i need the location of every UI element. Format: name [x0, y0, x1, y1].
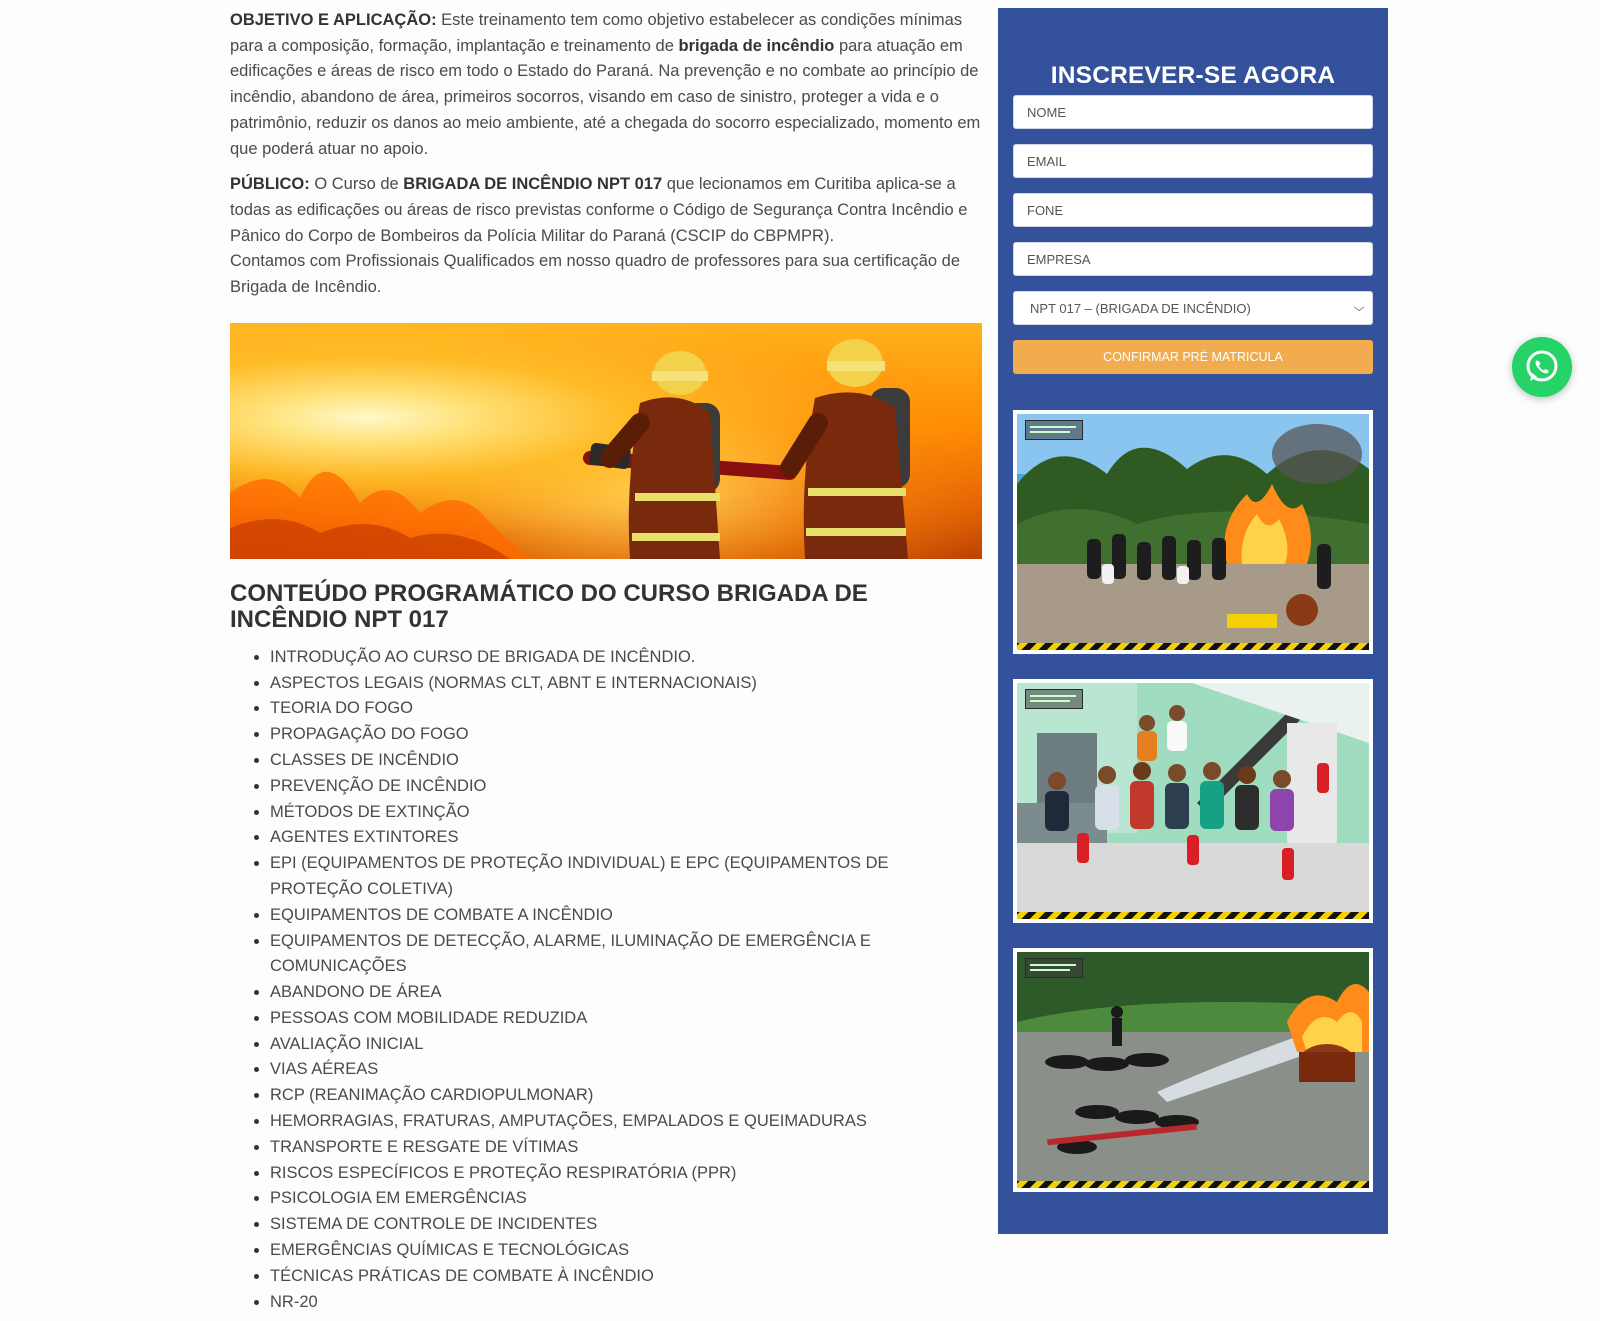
- list-item: • EMERGÊNCIAS QUÍMICAS E TECNOLÓGICAS: [270, 1238, 982, 1264]
- list-item: • EPI (EQUIPAMENTOS DE PROTEÇÃO INDIVIDUAL) E EPC (EQUIPAMENTOS DE PROTEÇÃO COLETIVA): [270, 851, 982, 903]
- form-title: INSCREVER-SE AGORA: [1050, 62, 1336, 89]
- publico-label: PÚBLICO:: [230, 175, 310, 194]
- whatsapp-button[interactable]: [1512, 337, 1572, 397]
- name-input[interactable]: [1013, 95, 1373, 129]
- list-item: • EQUIPAMENTOS DE COMBATE A INCÊNDIO: [270, 903, 982, 929]
- main-content: [230, 8, 982, 1315]
- list-item: • CLASSES DE INCÊNDIO: [270, 748, 982, 774]
- training-photo-practice: [1013, 948, 1373, 1192]
- topics-list: [230, 645, 982, 1316]
- training-photo-outdoor-illustration: [1017, 414, 1369, 650]
- training-photo-indoor: [1013, 679, 1373, 923]
- publico-bold: BRIGADA DE INCÊNDIO NPT 017: [403, 175, 663, 194]
- list-item: • ASPECTOS LEGAIS (NORMAS CLT, ABNT E INTERNACIONAIS): [270, 671, 982, 697]
- course-select[interactable]: [1013, 291, 1373, 325]
- training-photo-indoor-illustration: [1017, 683, 1369, 919]
- publico-paragraph: [230, 172, 982, 249]
- chevron-down-icon: ⌵: [1353, 301, 1365, 314]
- objetivo-bold: brigada de incêndio: [678, 36, 835, 55]
- list-item: • RISCOS ESPECÍFICOS E PROTEÇÃO RESPIRATÓRIA (PPR): [270, 1161, 982, 1187]
- company-logo-watermark: [1025, 420, 1083, 440]
- list-item: • INTRODUÇÃO AO CURSO DE BRIGADA DE INCÊNDIO.: [270, 645, 982, 671]
- training-photo-outdoor: [1013, 410, 1373, 654]
- firefighters-hero-image: [230, 323, 982, 559]
- objetivo-label: OBJETIVO E APLICAÇÃO:: [230, 11, 437, 29]
- contamos-paragraph: Contamos com Profissionais Qualificados em nosso quadro de professores para sua certificação de Brigada de Incêndio.: [230, 252, 961, 297]
- list-item: • HEMORRAGIAS, FRATURAS, AMPUTAÇÕES, EMPALADOS E QUEIMADURAS: [270, 1109, 982, 1135]
- section-title: CONTEÚDO PROGRAMÁTICO DO CURSO BRIGADA DE INCÊNDIO NPT 017: [230, 579, 868, 633]
- list-item: • TEORIA DO FOGO: [270, 696, 982, 722]
- signup-sidebar: [998, 8, 1388, 1234]
- company-logo-watermark: [1025, 689, 1083, 709]
- phone-input[interactable]: [1013, 193, 1373, 227]
- hazard-stripe: [1017, 912, 1369, 919]
- company-input[interactable]: [1013, 242, 1373, 276]
- whatsapp-icon: [1523, 348, 1561, 386]
- list-item: • SISTEMA DE CONTROLE DE INCIDENTES: [270, 1212, 982, 1238]
- course-select-value: NPT 017 – (BRIGADA DE INCÊNDIO): [1030, 300, 1251, 316]
- list-item: • VIAS AÉREAS: [270, 1057, 982, 1083]
- objetivo-text-2: para atuação em edificações e áreas de risco em todo o Estado do Paraná. Na prevenção e no combate ao princípio de incêndio, abandono de área, primeiros socorros, visando em caso de sinistro, proteger a vida e o patrimônio, reduzir os danos ao meio ambiente, até a chegada do socorro especializado, momento em que poderá atuar no apoio.: [230, 36, 981, 158]
- list-item: • RCP (REANIMAÇÃO CARDIOPULMONAR): [270, 1083, 982, 1109]
- list-item: • TÉCNICAS PRÁTICAS DE COMBATE À INCÊNDIO: [270, 1264, 982, 1290]
- objetivo-text-1: Este treinamento tem como objetivo estabelecer as condições mínimas para a composição, formação, implantação e treinamento de: [230, 11, 963, 55]
- hazard-stripe: [1017, 1181, 1369, 1188]
- confirm-enrollment-button[interactable]: CONFIRMAR PRÉ MATRICULA: [1013, 340, 1373, 374]
- list-item: • PROPAGAÇÃO DO FOGO: [270, 722, 982, 748]
- list-item: • PSICOLOGIA EM EMERGÊNCIAS: [270, 1186, 982, 1212]
- training-photo-practice-illustration: [1017, 952, 1369, 1188]
- publico-text-1: O Curso de: [309, 175, 404, 194]
- hazard-stripe: [1017, 643, 1369, 650]
- firefighters-illustration: [230, 323, 982, 559]
- list-item: • PESSOAS COM MOBILIDADE REDUZIDA: [270, 1006, 982, 1032]
- email-input[interactable]: [1013, 144, 1373, 178]
- list-item: • NR-20: [270, 1290, 982, 1316]
- list-item: • PREVENÇÃO DE INCÊNDIO: [270, 774, 982, 800]
- publico-text-2: que lecionamos em Curitiba aplica-se a todas as edificações ou áreas de risco previstas conforme o Código de Segurança Contra Incêndio e Pânico do Corpo de Bombeiros da Polícia Militar do Paraná (CSCIP do CBPMPR).: [230, 175, 968, 245]
- company-logo-watermark: [1025, 958, 1083, 978]
- list-item: • EQUIPAMENTOS DE DETECÇÃO, ALARME, ILUMINAÇÃO DE EMERGÊNCIA E COMUNICAÇÕES: [270, 929, 982, 981]
- list-item: • TRANSPORTE E RESGATE DE VÍTIMAS: [270, 1135, 982, 1161]
- list-item: • AGENTES EXTINTORES: [270, 825, 982, 851]
- list-item: • AVALIAÇÃO INICIAL: [270, 1032, 982, 1058]
- list-item: • ABANDONO DE ÁREA: [270, 980, 982, 1006]
- list-item: • MÉTODOS DE EXTINÇÃO: [270, 800, 982, 826]
- objetivo-paragraph: [230, 8, 982, 162]
